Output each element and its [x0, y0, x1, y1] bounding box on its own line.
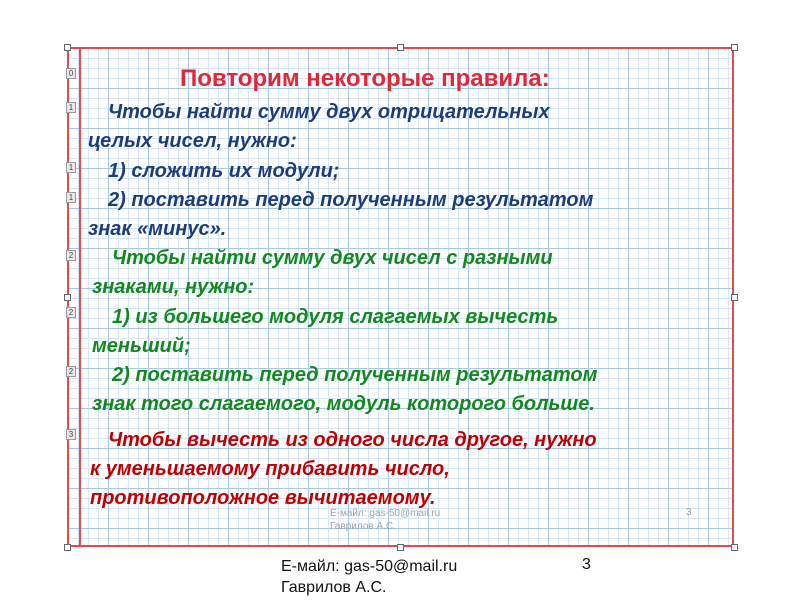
rule2-intro: Чтобы найти сумму двух чисел с разными — [112, 247, 553, 269]
rule2-step1-cont: меньший; — [92, 335, 191, 357]
slide-page-number: 3 — [686, 507, 692, 518]
page-footer-author: Гаврилов А.С. — [281, 579, 387, 596]
resize-handle-bottom-left[interactable] — [64, 544, 71, 551]
rule2-step1: 1) из большего модуля слагаемых вычесть — [112, 306, 559, 328]
page-number: 3 — [582, 556, 591, 573]
rule2-step2-cont: знак того слагаемого, модуль которого больше. — [92, 393, 595, 415]
rule2-intro-cont: знаками, нужно: — [92, 276, 255, 298]
rule1-step2-cont: знак «минус». — [88, 218, 227, 240]
resize-handle-top-left[interactable] — [64, 44, 71, 51]
rule2-step2: 2) поставить перед полученным результатом — [112, 364, 598, 386]
resize-handle-middle-right[interactable] — [731, 294, 738, 301]
page-footer-email: Е-майл: gas-50@mail.ru — [281, 558, 458, 575]
rule1-step2: 2) поставить перед полученным результатом — [108, 189, 594, 211]
animation-tag[interactable]: 1 — [66, 192, 76, 203]
animation-tag[interactable]: 3 — [66, 429, 76, 440]
animation-tag[interactable]: 2 — [66, 307, 76, 318]
resize-handle-bottom-right[interactable] — [731, 544, 738, 551]
slide-footer-email: E-майл: gas-50@mail.ru — [330, 508, 441, 519]
resize-handle-middle-left[interactable] — [64, 294, 71, 301]
resize-handle-bottom-center[interactable] — [397, 544, 404, 551]
animation-tag[interactable]: 2 — [66, 250, 76, 261]
page-footer — [281, 556, 457, 598]
rule3-line3: противоположное вычитаемому. — [90, 487, 436, 509]
resize-handle-top-right[interactable] — [731, 44, 738, 51]
rule3-line1: Чтобы вычесть из одного числа другое, нужно — [108, 429, 597, 451]
slide-footer-author: Гаврилов А.С. — [330, 521, 396, 532]
animation-tag[interactable]: 0 — [66, 68, 76, 79]
rule1-step1: 1) сложить их модули; — [108, 160, 340, 182]
animation-tag[interactable]: 1 — [66, 102, 76, 113]
slide-footer — [330, 507, 440, 533]
animation-tag[interactable]: 2 — [66, 366, 76, 377]
rule1-intro: Чтобы найти сумму двух отрицательных — [108, 101, 550, 123]
resize-handle-top-center[interactable] — [397, 44, 404, 51]
rule3-line2: к уменьшаемому прибавить число, — [90, 458, 450, 480]
rule1-intro-cont: целых чисел, нужно: — [88, 130, 297, 152]
slide-title: Повторим некоторые правила: — [180, 65, 550, 92]
animation-tag[interactable]: 1 — [66, 162, 76, 173]
notebook-margin-line — [79, 49, 81, 545]
